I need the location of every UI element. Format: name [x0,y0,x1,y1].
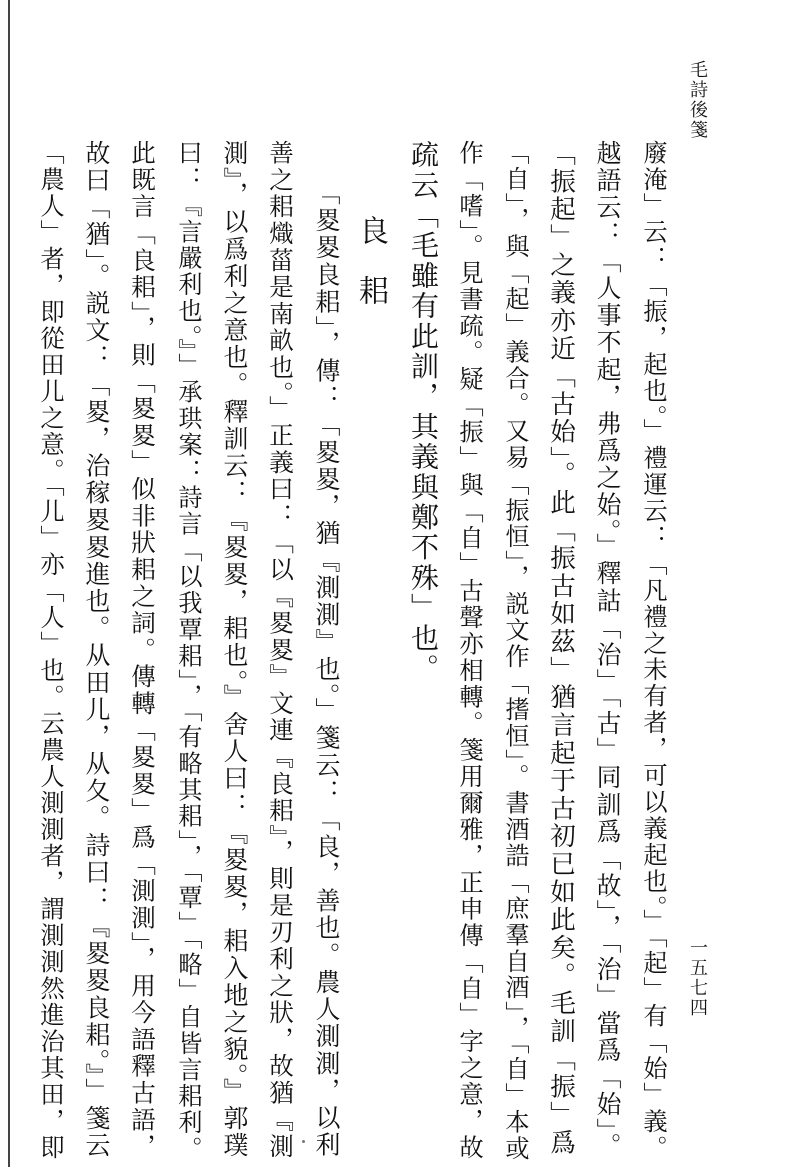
running-title: 毛詩後箋 [687,60,708,140]
page-number: 一五七四 [687,938,708,1018]
text-column: 廢淹」云：「振，起也。」禮運云：「凡禮之未有者，可以義起也。」「起」有「始」義。 [639,140,668,1162]
text-column: 越語云：「人事不起，弗爲之始。」釋詁「治」「古」同訓爲「故」，「治」當爲「始」。 [593,140,622,1160]
text-column: 作「嗜」。見書疏。疑「振」與「自」古聲亦相轉。箋用爾雅，正申傳「自」字之意，故 [455,140,484,1161]
text-column: 「自」，與「起」義合。又易「振恒」，説文作「搘恒」。書酒誥「庶羣自酒」，「自」本或 [501,140,529,1162]
text-column: 「振起」之義亦近「古始」。此「振古如茲」猶言起于古初已如此矣。毛訓「振」爲 [546,140,576,1157]
text-column: 善之耜熾菑是南畝也。」正義曰：「以『畟畟』文連『良耜』，則是刃利之狀，故猶『測 [266,140,295,1161]
scan-speck [302,1140,305,1143]
page-edge-line [8,0,10,1167]
text-column: 測』，以爲利之意也。釋訓云：『畟畟，耜也。』舍人曰：『畟畟，耜入地之貌。』郭璞 [220,140,249,1160]
text-column: 此既言「良耜」，則「畟畟」似非狀耜之詞。傳轉「畟畟」爲「測測」，用今語釋古語， [128,140,157,1161]
section-title: 良耜 [353,215,388,335]
text-column: 「農人」者，即從田儿之意。「儿」亦「人」也。云農人測測者，謂測測然進治其田，即 [36,140,65,1161]
text-column: 疏云「毛雖有此訓，其義與鄭不殊」也。 [407,140,440,684]
text-column: 「畟畟良耜」，傳：「畟畟，猶『測測』也。」箋云：「良，善也。農人測測，以利 [312,180,341,1159]
text-column: 曰：『言嚴利也。』」承珙案：詩言「以我覃耜」，「有略其耜」，「覃」「略」自皆言耜利。 [174,140,202,1163]
text-column: 故曰「猶」。説文：「畟，治稼畟畟進也。从田儿，从夂。詩曰：『畟畟良耜。』」箋云 [82,140,111,1160]
